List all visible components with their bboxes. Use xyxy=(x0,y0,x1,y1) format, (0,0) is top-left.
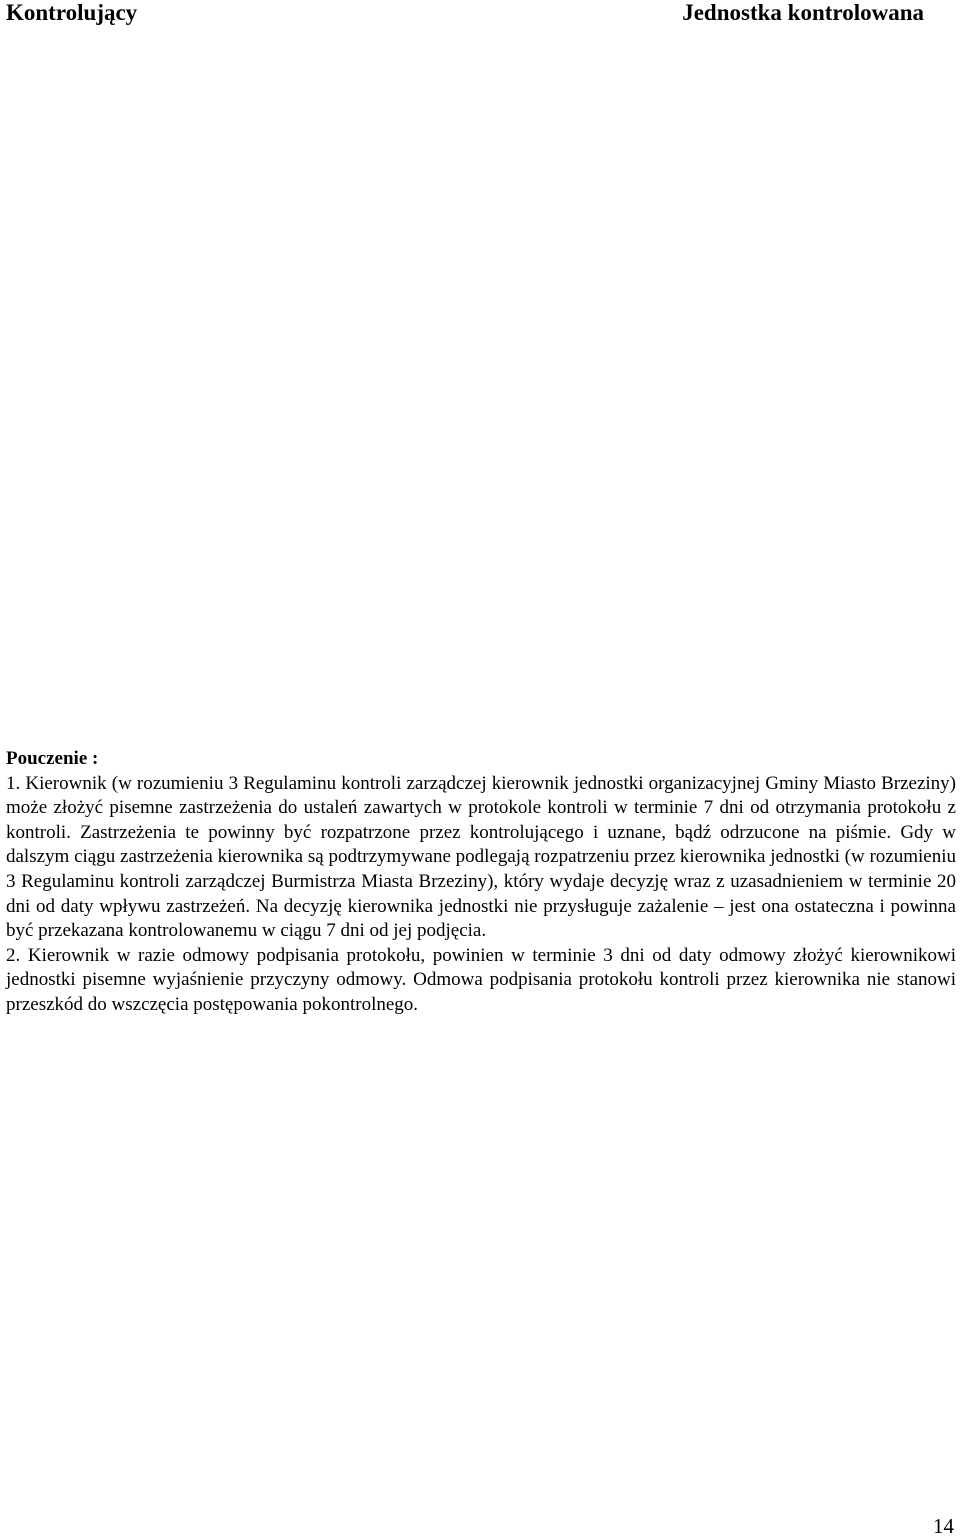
notice-paragraph-1: 1. Kierownik (w rozumieniu 3 Regulaminu kontroli zarządczej kierownik jednostki organizacyjnej Gminy Miasto Brzeziny) może złożyć pisemne zastrzeżenia do ustaleń zawartych w protokole kontroli w terminie 7 dni od otrzymania protokołu z kontroli. Zastrzeżenia te powinny być rozpatrzone przez kontrolującego i uznane, bądź odrzucone na piśmie. Gdy w dalszym ciągu zastrzeżenia kierownika są podtrzymywane podlegają rozpatrzeniu przez kierownika jednostki (w rozumieniu 3 Regulaminu kontroli zarządczej Burmistrza Miasta Brzeziny), który wydaje decyzję wraz z uzasadnieniem w terminie 20 dni od daty wpływu zastrzeżeń. Na decyzję kierownika jednostki nie przysługuje zażalenie – jest ona ostateczna i powinna być przekazana kontrolowanemu w ciągu 7 dni od jej podjęcia. xyxy=(6,772,956,942)
notice-paragraph-2: 2. Kierownik w razie odmowy podpisania protokołu, powinien w terminie 3 dni od daty odmowy złożyć kierownikowi jednostki pisemne wyjaśnienie przyczyny odmowy. Odmowa podpisania protokołu kontroli przez kierownika nie stanowi przeszkód do wszczęcia postępowania pokontrolnego. xyxy=(6,944,956,1015)
signature-label-inspector: Kontrolujący xyxy=(6,0,138,25)
notice-title: Pouczenie : xyxy=(6,748,99,769)
notice-section xyxy=(6,747,956,1018)
page-number: 14 xyxy=(933,1514,954,1538)
signature-label-inspected-unit: Jednostka kontrolowana xyxy=(682,0,924,25)
